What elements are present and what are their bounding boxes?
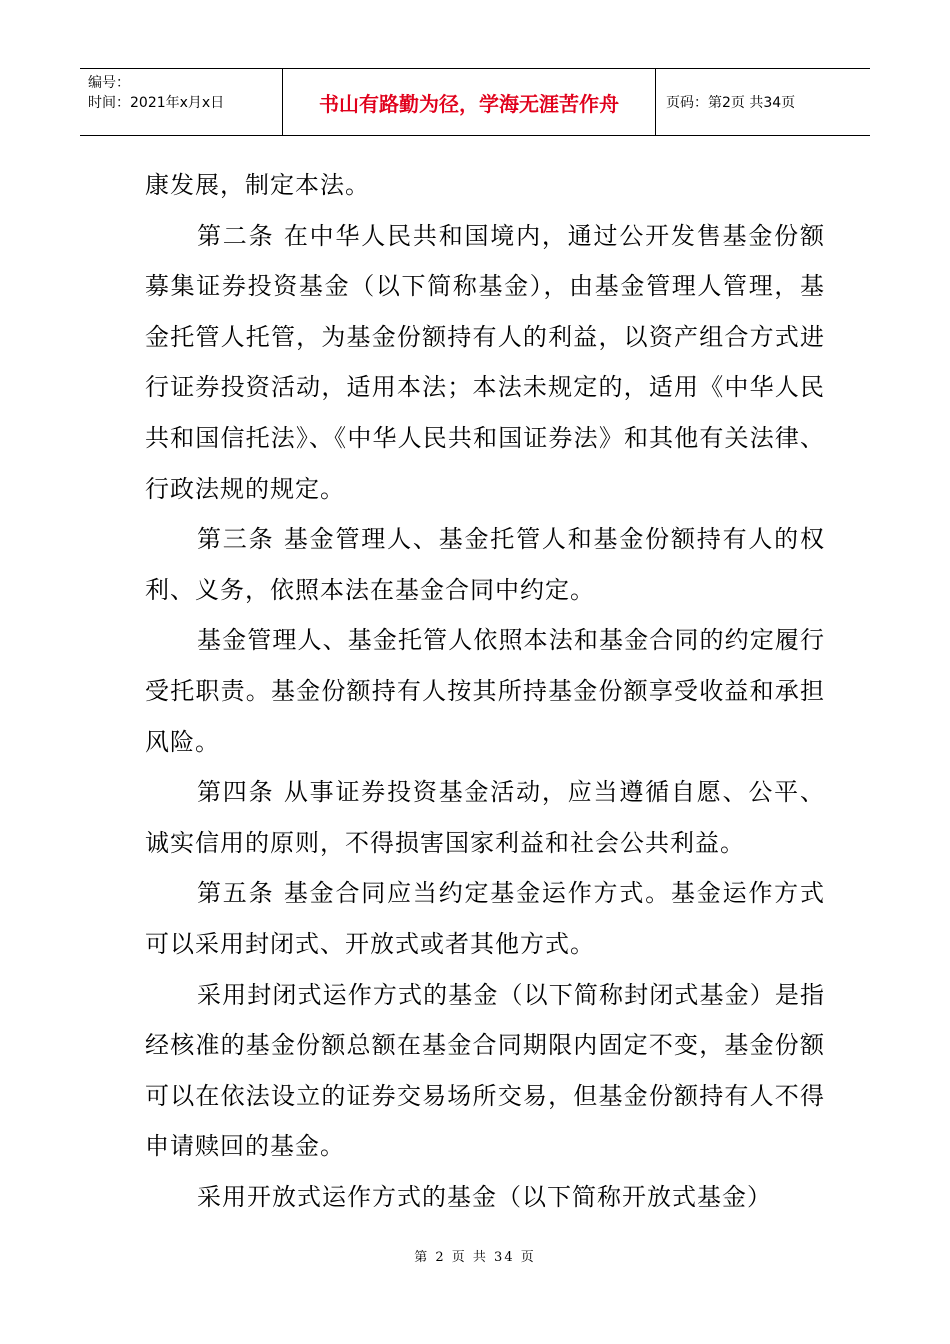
header-motto: 书山有路勤为径，学海无涯苦作舟: [283, 69, 656, 135]
paragraph: 第五条 基金合同应当约定基金运作方式。基金运作方式可以采用封闭式、开放式或者其他方式。: [145, 879, 825, 958]
paragraph: 第三条 基金管理人、基金托管人和基金份额持有人的权利、义务，依照本法在基金合同中约定。: [145, 525, 825, 604]
paragraph: 第二条 在中华人民共和国境内，通过公开发售基金份额募集证券投资基金（以下简称基金），由基金管理人管理，基金托管人托管，为基金份额持有人的利益，以资产组合方式进行证券投资活动，适用本法；本法未规定的，适用《中华人民共和国信托法》、《中华人民共和国证券法》和其他有关法律、行政法规的规定。: [145, 221, 825, 503]
header-meta-cell: [80, 69, 283, 135]
page-header: [80, 68, 870, 136]
paragraph: 基金管理人、基金托管人依照本法和基金合同的约定履行受托职责。基金份额持有人按其所持基金份额享受收益和承担风险。: [145, 626, 825, 756]
paragraph: 采用开放式运作方式的基金（以下简称开放式基金）: [197, 1182, 772, 1211]
document-body: [145, 160, 825, 1222]
serial-number-label: 编号：: [88, 75, 130, 91]
paragraph: 康发展，制定本法。: [145, 171, 370, 199]
paragraph: 采用封闭式运作方式的基金（以下简称封闭式基金）是指经核准的基金份额总额在基金合同期限内固定不变，基金份额可以在依法设立的证券交易场所交易，但基金份额持有人不得申请赎回的基金。: [145, 980, 825, 1161]
paragraph: 第四条 从事证券投资基金活动，应当遵循自愿、公平、诚实信用的原则，不得损害国家利益和社会公共利益。: [145, 778, 825, 857]
header-page-info: 页码：第2页 共34页: [666, 95, 796, 111]
date-label: 时间：2021年x月x日: [88, 95, 225, 111]
page-footer: 第 2 页 共 34 页: [414, 1250, 536, 1265]
